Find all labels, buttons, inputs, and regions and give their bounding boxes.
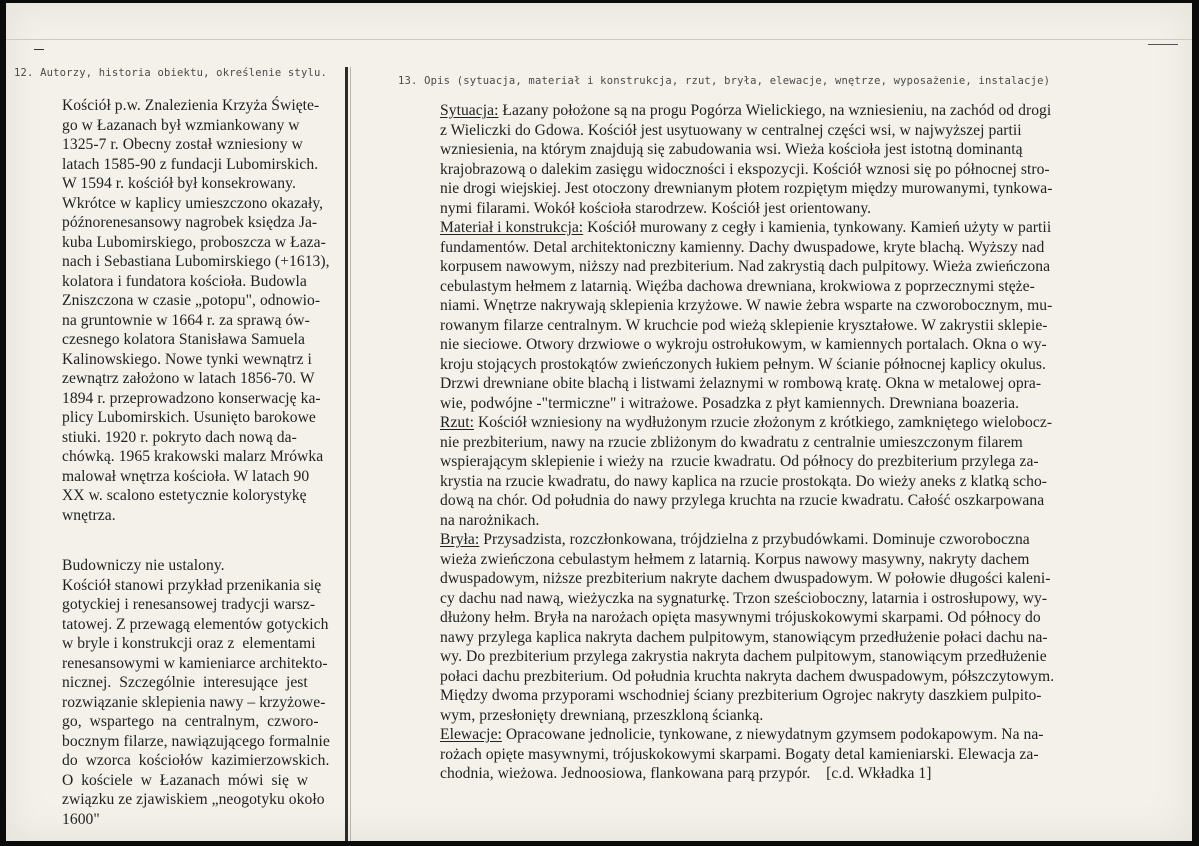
text-line: stiuki. 1920 r. pokryto dach nową da-: [62, 428, 297, 446]
text-line: wnętrza.: [62, 506, 116, 524]
text-line: [440, 530, 1054, 550]
section-label: Elewacje:: [440, 726, 502, 743]
line-text: krajobrazową o dalekim zasięgu widoczności i ekspozycji. Kościół wznosi się po północnej stro-: [440, 160, 1050, 178]
text-line: bocznym filarze, nawiązującego formalnie: [62, 732, 330, 750]
line-text: Łazany położone są na progu Pogórza Wielickiego, na wzniesieniu, na zachód od drogi: [498, 102, 1052, 119]
text-line: malował wnętrza kościoła. W latach 90: [62, 467, 310, 485]
line-text: Opracowane jednolicie, tynkowane, z niewydatnym gzymsem podokapowym. Na na-: [501, 726, 1044, 743]
text-line: [440, 374, 1054, 394]
line-text: Przysadzista, rozczłonkowana, trójdzielna z przybudówkami. Dominuje czworoboczna: [479, 531, 1030, 548]
text-line: W 1594 r. kościół był konsekrowany.: [62, 175, 296, 192]
line-text: na narożnikach.: [440, 511, 540, 529]
section-label: Bryła:: [440, 531, 480, 548]
line-text: fundamentów. Detal architektoniczny kamienny. Dachy dwuspadowe, kryte blachą. Wyższy nad: [440, 238, 1045, 256]
text-line: [440, 218, 1054, 238]
line-text: wspierającym sklepienie i wieży na rzucie kwadratu. Od północy do prezbiterium przylega za-: [440, 453, 1039, 470]
line-text: wym, przesłonięty drewnianą, przeszkloną ścianką.: [440, 706, 764, 724]
top-rule: [6, 39, 1192, 40]
line-text: cy dachu nad nawą, wieżyczka na sygnaturkę. Trzon sześcioboczny, latarnia i ostrosłupowy, wy-: [440, 589, 1048, 607]
line-text: kroju stojących prostokątów zwieńczonych łukiem pełnym. W ścianie północnej kaplicy okulus.: [440, 355, 1046, 373]
text-line: [440, 628, 1054, 648]
section-label: Rzut:: [440, 414, 475, 431]
text-line: [440, 355, 1054, 375]
text-line: do wzorca kościołów kazimierzowskich.: [62, 752, 330, 769]
text-line: [440, 199, 1054, 219]
line-text: Kościół wzniesiony na wydłużonym rzucie złożonym z krótkiego, zamkniętego wielobocz-: [474, 414, 1053, 431]
line-text: wieża zwieńczona cebulastym hełmem z latarnią. Korpus nawowy masywny, nakryty dachem: [440, 550, 1030, 568]
text-line: [440, 452, 1054, 472]
text-line: późnorenesansowy nagrobek księdza Ja-: [62, 214, 318, 231]
text-line: Kalinowskiego. Nowe tynki wewnątrz i: [62, 350, 312, 368]
text-line: [440, 725, 1054, 745]
text-line: tatowej. Z przewagą elementów gotyckich: [62, 615, 329, 633]
text-line: [440, 413, 1054, 433]
history-paragraph: [62, 96, 330, 525]
text-line: [440, 491, 1054, 511]
text-line: [440, 335, 1054, 355]
text-line: renesansowymi w kamieniarce architekto-: [62, 654, 328, 672]
text-line: [440, 121, 1054, 141]
line-text: Kościół murowany z cegły i kamienia, tynkowany. Kamień użyty w partii: [583, 219, 1052, 236]
text-line: [440, 238, 1054, 258]
line-text: dłużony hełm. Bryła na narożach opięta masywnymi trójuskokowymi skarpami. Od północy do: [440, 609, 1041, 626]
text-line: [440, 764, 1054, 784]
text-line: [440, 647, 1054, 667]
text-line: kuba Lubomirskiego, proboszcza w Łaza-: [62, 233, 326, 251]
line-text: nie prezbiterium, nawy na rzucie zbliżonym do kwadratu z centralnie umieszczonym filarem: [440, 433, 1023, 451]
text-line: latach 1585-90 z fundacji Lubomirskich.: [62, 155, 319, 173]
section-12-header: 12. Autorzy, historia obiektu, określenie stylu.: [14, 67, 328, 79]
line-text: wie, podwójne -"termiczne" i witrażowe. Posadzka z płyt kamiennych. Drewniana boazeria.: [440, 394, 1020, 412]
text-line: XX w. scalono estetycznie kolorystykę: [62, 487, 307, 504]
text-line: [440, 257, 1054, 277]
text-line: Wkrótce w kaplicy umieszczono okazały,: [62, 194, 324, 212]
text-line: chówką. 1965 krakowski malarz Mrówka: [62, 448, 324, 465]
line-text: korpusem nawowym, niższy nad prezbiterium. Nad zakrystią dach pulpitowy. Wieża zwieńczona: [440, 258, 1051, 275]
line-text: wy. Do prezbiterium przylega zakrystia nakryta dachem pulpitowym, stanowiącym przedłużenie: [440, 648, 1047, 665]
text-line: rozwiązanie sklepienia nawy – krzyżowe-: [62, 693, 326, 711]
column-divider-shadow: [350, 67, 351, 841]
line-text: połaci dachu prezbiterium. Od południa kruchta nakryta dachem dwuspadowym, półszczytowym.: [440, 667, 1055, 685]
text-line: kolatora i fundatora kościoła. Budowla: [62, 272, 307, 290]
text-line: plicy Lubomirskich. Usunięto barokowe: [62, 409, 316, 426]
text-line: [440, 433, 1054, 453]
text-line: Zniszczona w czasie „potopu", odnowio-: [62, 292, 321, 309]
corner-mark-left: [34, 49, 44, 50]
text-line: go, wspartego na centralnym, czworo-: [62, 713, 319, 730]
text-line: [440, 394, 1054, 414]
text-line: nicznej. Szczególnie interesujące jest: [62, 674, 308, 691]
text-line: [440, 667, 1054, 687]
text-line: [440, 472, 1054, 492]
text-line: Kościół p.w. Znalezienia Krzyża Święte-: [62, 97, 320, 114]
text-line: [440, 686, 1054, 706]
line-text: rowanym filarze centralnym. W kruchcie pod wieżą sklepienie kryształowe. W zakrystii sklepie-: [440, 316, 1048, 334]
line-text: chodnia, wieżowa. Jednoosiowa, flankowana parą przypór. [c.d. Wkładka 1]: [440, 765, 932, 782]
text-line: zewnątrz założono w latach 1856-70. W: [62, 370, 315, 387]
line-text: cebulastym hełmem z latarnią. Więźba dachowa drewniana, krokwiowa z poprzecznymi stęże-: [440, 277, 1035, 295]
text-line: nach i Sebastiana Lubomirskiego (+1613),: [62, 253, 330, 270]
section-label: Materiał i konstrukcja:: [440, 219, 584, 236]
text-line: [440, 745, 1054, 765]
section-13-header: 13. Opis (sytuacja, materiał i konstrukcja, rzut, bryła, elewacje, wnętrze, wyposażenie, instalacje): [398, 75, 1051, 87]
text-line: w bryle i konstrukcji oraz z elementami: [62, 635, 316, 652]
text-line: 1600": [62, 810, 100, 828]
text-line: [440, 160, 1054, 180]
text-line: [440, 140, 1054, 160]
text-line: związku ze zjawiskiem „neogotyku około: [62, 791, 325, 808]
text-line: [440, 101, 1054, 121]
text-line: [440, 277, 1054, 297]
text-line: [440, 511, 1054, 531]
corner-mark-right: [1148, 44, 1178, 45]
style-paragraph: [62, 556, 330, 829]
line-text: z Wieliczki do Gdowa. Kościół jest usytuowany w centralnej części wsi, w najwyższej partii: [440, 121, 1022, 139]
line-text: wzniesienia, na którym znajdują się zabudowania wsi. Wieża kościoła jest istotną dominantą: [440, 141, 1023, 158]
text-line: czesnego kolatora Stanisława Samuela: [62, 331, 305, 348]
text-line: [440, 550, 1054, 570]
text-line: [440, 608, 1054, 628]
line-text: Drzwi drewniane obite blachą i listwami żelaznymi w rombową kratę. Okna w metalowej opra-: [440, 375, 1042, 392]
line-text: niami. Wnętrze nakrywają sklepienia krzyżowe. W nawie żebra wsparte na czworobocznym, mu-: [440, 297, 1053, 314]
document-sheet: [6, 3, 1192, 841]
text-line: gotyckiej i renesansowej tradycji warsz-: [62, 596, 316, 613]
text-line: O kościele w Łazanach mówi się w: [62, 771, 309, 789]
text-line: Budowniczy nie ustalony.: [62, 557, 225, 574]
line-text: dwuspadowym, niższe prezbiterium nakryte dachem dwuspadowym. W połowie długości kaleni-: [440, 570, 1051, 587]
text-line: [440, 316, 1054, 336]
line-text: Między dwoma przyporami wschodniej ściany prezbiterium Ogrojec nakryty daszkiem pulpito-: [440, 687, 1042, 704]
text-line: [440, 569, 1054, 589]
line-text: krystia na rzucie kwadratu, do nawy kaplica na rzucie prostokąta. Do wieży aneks z klatką scho-: [440, 472, 1048, 490]
line-text: dową na chór. Od południa do nawy przylega kruchta na rzucie kwadratu. Całość oszkarpowana: [440, 492, 1045, 509]
text-line: na gruntownie w 1664 r. za sprawą ów-: [62, 311, 310, 329]
text-line: go w Łazanach był wzmiankowany w: [62, 116, 300, 134]
line-text: nie drogi wiejskiej. Jest otoczony drewnianym płotem rozpiętym między murowanymi, tynkowa-: [440, 180, 1053, 197]
text-line: 1325-7 r. Obecny został wzniesiony w: [62, 136, 303, 153]
column-divider: [345, 67, 348, 841]
line-text: nymi filarami. Wokół kościoła starodrzew. Kościół jest orientowany.: [440, 199, 872, 217]
line-text: nie sieciowe. Otwory drzwiowe o wykroju ostrołukowym, w kamiennych portalach. Okna o wy-: [440, 336, 1047, 353]
text-line: [440, 589, 1054, 609]
text-line: 1894 r. przeprowadzono konserwację ka-: [62, 389, 321, 407]
line-text: rożach opięte masywnymi, trójuskokowymi skarpami. Bogaty detal kamieniarski. Elewacja za-: [440, 745, 1039, 763]
line-text: nawy przylega kaplica nakryta dachem pulpitowym, stanowiącym przedłużenie połaci dachu na-: [440, 628, 1048, 646]
text-line: [440, 296, 1054, 316]
section-label: Sytuacja:: [440, 102, 499, 119]
text-line: [440, 706, 1054, 726]
text-line: [440, 179, 1054, 199]
text-line: Kościół stanowi przykład przenikania się: [62, 576, 322, 594]
description-text: [440, 101, 1054, 784]
